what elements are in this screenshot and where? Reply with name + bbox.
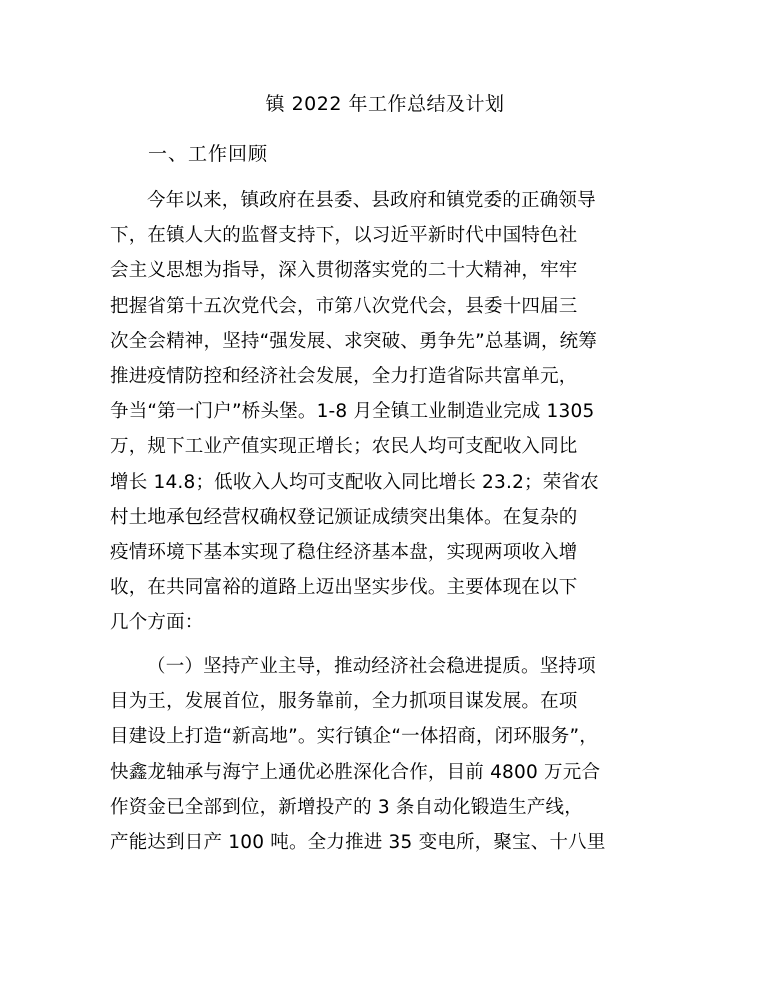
paragraph-line: 收，在共同富裕的道路上迈出坚实步伐。主要体现在以下: [110, 577, 578, 599]
paragraph-industry-first: [110, 649, 670, 860]
paragraph-line: 快鑫龙轴承与海宁上通优必胜深化合作，目前 4800 万元合: [110, 761, 601, 783]
paragraph-line: 万，规下工业产值实现正增长；农民人均可支配收入同比: [110, 436, 578, 458]
paragraph-line: 争当“第一门户”桥头堡。1-8 月全镇工业制造业完成 1305: [110, 401, 595, 423]
section-heading: 一、工作回顾: [148, 143, 269, 165]
paragraph-line: 会主义思想为指导，深入贯彻落实党的二十大精神，牢牢: [110, 260, 578, 282]
paragraph-line: 目建设上打造“新高地”。实行镇企“一体招商，闭环服务”，: [110, 726, 598, 748]
paragraph-line: 把握省第十五次党代会，市第八次党代会，县委十四届三: [110, 295, 578, 317]
paragraph-line: 产能达到日产 100 吨。全力推进 35 变电所，聚宝、十八里: [110, 831, 606, 853]
paragraph-line: 今年以来，镇政府在县委、县政府和镇党委的正确领导: [147, 190, 596, 211]
paragraph-line: 下，在镇人大的监督支持下，以习近平新时代中国特色社: [110, 225, 578, 247]
paragraph-line: 几个方面：: [110, 612, 204, 634]
paragraph-line: 目为王，发展首位，服务靠前，全力抓项目谋发展。在项: [110, 691, 578, 713]
paragraph-line: 疫情环境下基本实现了稳住经济基本盘，实现两项收入增: [110, 541, 578, 563]
paragraph-line: 增长 14.8；低收入人均可支配收入同比增长 23.2；荣省农: [110, 471, 599, 493]
paragraph-line: 村土地承包经营权确权登记颁证成绩突出集体。在复杂的: [110, 506, 578, 528]
paragraph-line: 作资金已全部到位，新增投产的 3 条自动化锻造生产线，: [110, 796, 583, 818]
paragraph-line: （一）坚持产业主导，推动经济社会稳进提质。坚持项: [147, 656, 596, 677]
paragraph-line: 推进疫情防控和经济社会发展，全力打造省际共富单元，: [110, 365, 578, 387]
paragraph-work-review: [110, 183, 670, 640]
document-title: 镇 2022 年工作总结及计划: [265, 93, 505, 115]
paragraph-line: 次全会精神，坚持“强发展、求突破、勇争先”总基调，统筹: [110, 330, 598, 352]
